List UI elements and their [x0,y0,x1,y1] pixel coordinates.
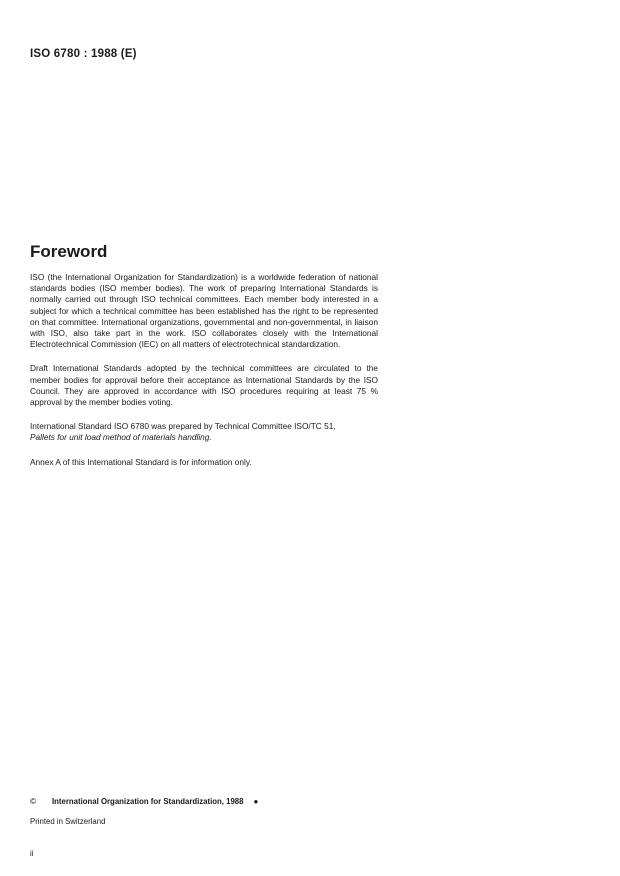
paragraph-annex-note: Annex A of this International Standard is for information only. [30,456,252,467]
copyright-text: International Organization for Standardization, 1988 [52,796,244,806]
prepared-by-text: International Standard ISO 6780 was prepared by Technical Committee ISO/TC 51, [30,421,336,432]
committee-subject: Pallets for unit load method of materials handling. [30,432,212,443]
bullet-icon: ● [253,796,259,806]
document-identifier: ISO 6780 : 1988 (E) [30,48,137,60]
printed-in: Printed in Switzerland [30,817,106,826]
foreword-body [30,272,378,481]
paragraph-draft-standards: Draft International Standards adopted by the technical committees are circulated to the member bodies for approval before their acceptance as International Standards by the ISO Council. They are approved in accordance with ISO procedures requiring at least 75 % approval by the member bodies voting. [30,363,378,408]
paragraph-prepared-by [30,421,378,443]
section-title: Foreword [30,242,108,261]
copyright-icon: © [30,796,37,806]
page-number: ii [30,849,34,858]
paragraph-iso-intro: ISO (the International Organization for Standardization) is a worldwide federation of national standards bodies (ISO member bodies). The work of preparing International Standards is normally carried out through ISO technical committees. Each member body interested in a subject for which a technical committee has been established has the right to be represented on that committee. International organizations, governmental and non-governmental, in liaison with ISO, also take part in the work. ISO collaborates closely with the International Electrotechnical Commission (IEC) on all matters of electrotechnical standardization. [30,272,378,350]
copyright-line [30,796,258,806]
